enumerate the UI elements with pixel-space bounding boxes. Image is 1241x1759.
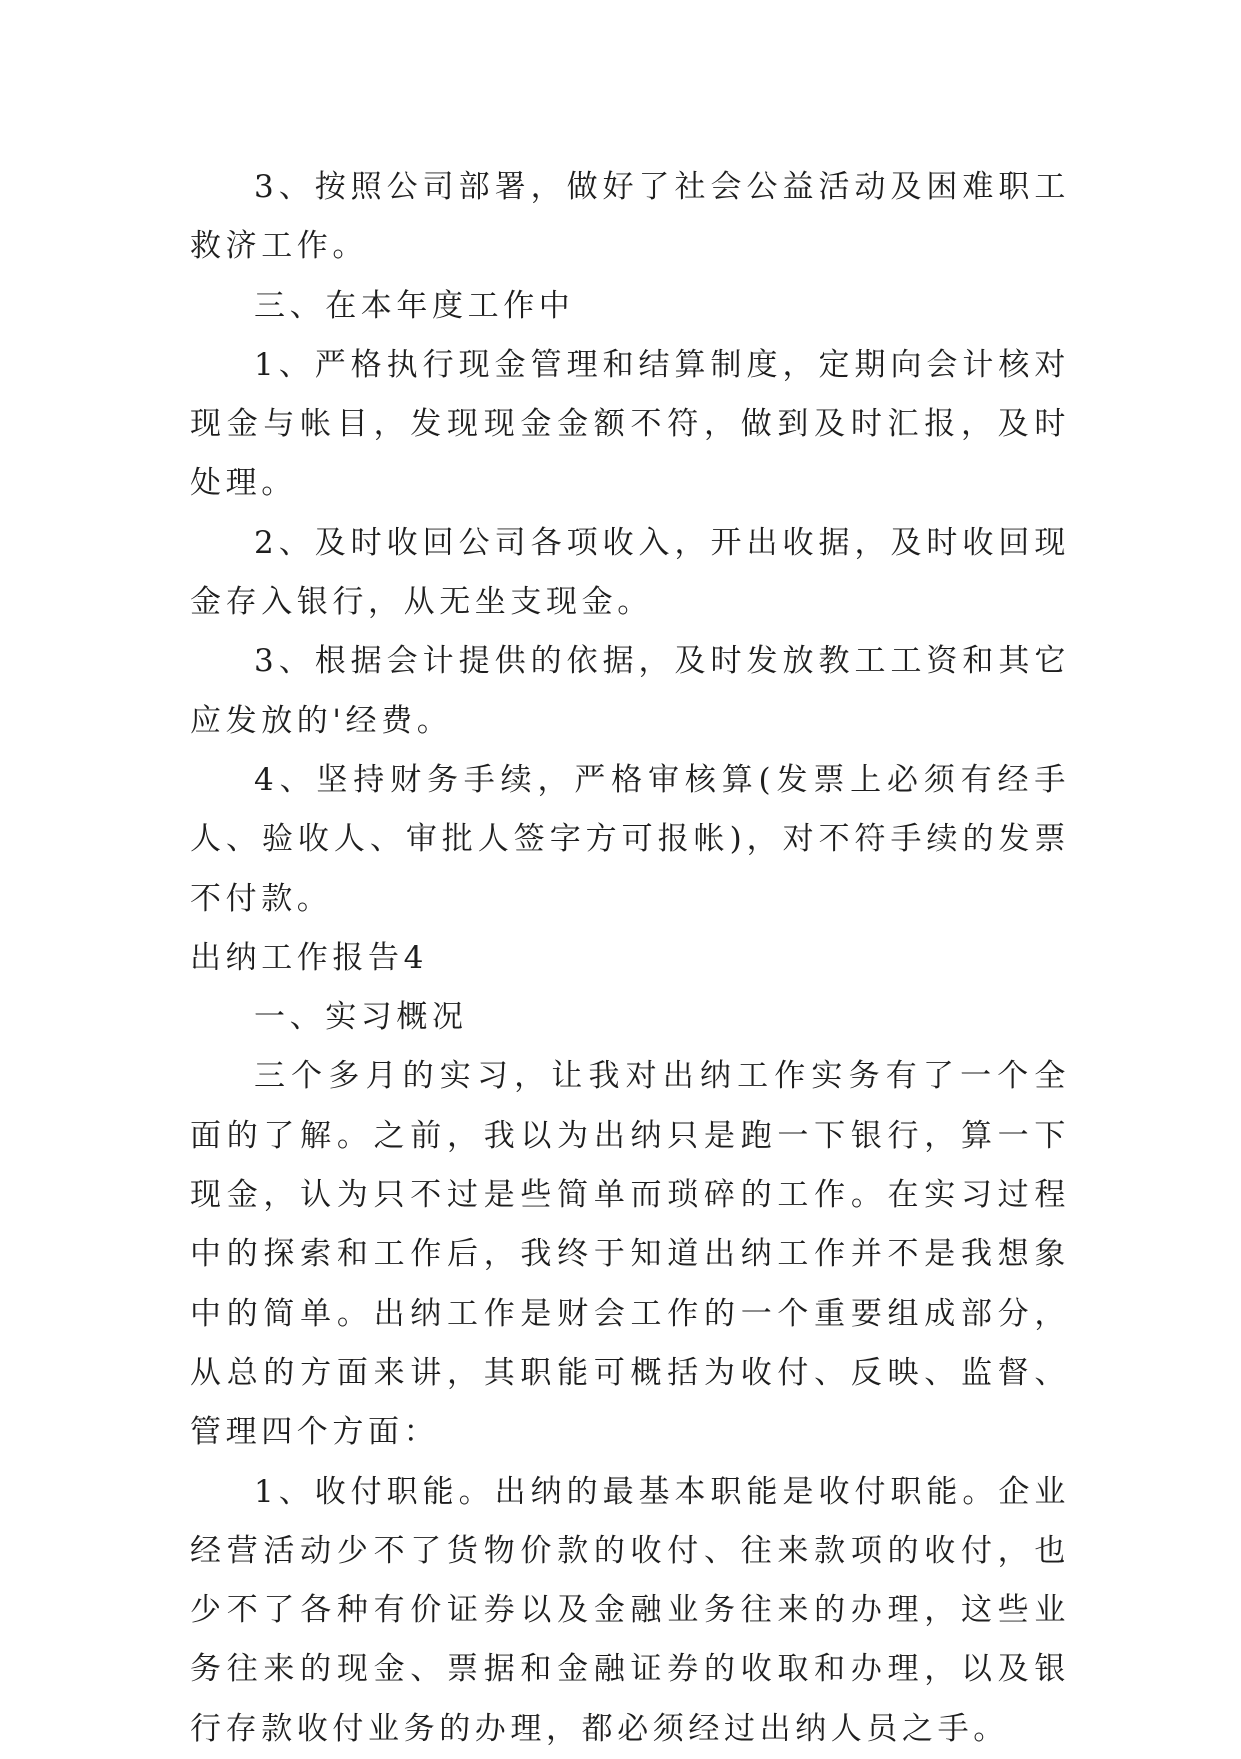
paragraph-7: 1、收付职能。出纳的最基本职能是收付职能。企业经营活动少不了货物价款的收付、往来款项的收付，也少不了各种有价证券以及金融业务往来的办理，这些业务往来的现金、票据和金融证券的收取和办理，以及银行存款收付业务的办理，都必须经过出纳人员之手。 [190,1473,1070,1747]
paragraph-3: 2、及时收回公司各项收入，开出收据，及时收回现金存入银行，从无坐支现金。 [190,524,1070,621]
paragraph-2: 1、严格执行现金管理和结算制度，定期向会计核对现金与帐目，发现现金金额不符，做到及时汇报，及时处理。 [190,346,1070,502]
paragraph-6: 三个多月的实习，让我对出纳工作实务有了一个全面的了解。之前，我以为出纳只是跑一下银行，算一下现金，认为只不过是些简单而琐碎的工作。在实习过程中的探索和工作后，我终于知道出纳工作并不是我想象中的简单。出纳工作是财会工作的一个重要组成部分，从总的方面来讲，其职能可概括为收付、反映、监督、管理四个方面： [190,1058,1070,1451]
section-heading-3: 三、在本年度工作中 [254,287,575,324]
paragraph-1: 3、按照公司部署，做好了社会公益活动及困难职工救济工作。 [190,169,1070,265]
report-title: 出纳工作报告4 [190,939,428,976]
section-heading-1: 一、实习概况 [254,999,468,1036]
document-body [190,158,1070,1759]
paragraph-5: 4、坚持财务手续，严格审核算(发票上必须有经手人、验收人、审批人签字方可报帐)，对不符手续的发票不付款。 [190,761,1070,917]
paragraph-4: 3、根据会计提供的依据，及时发放教工工资和其它应发放的'经费。 [190,643,1070,739]
